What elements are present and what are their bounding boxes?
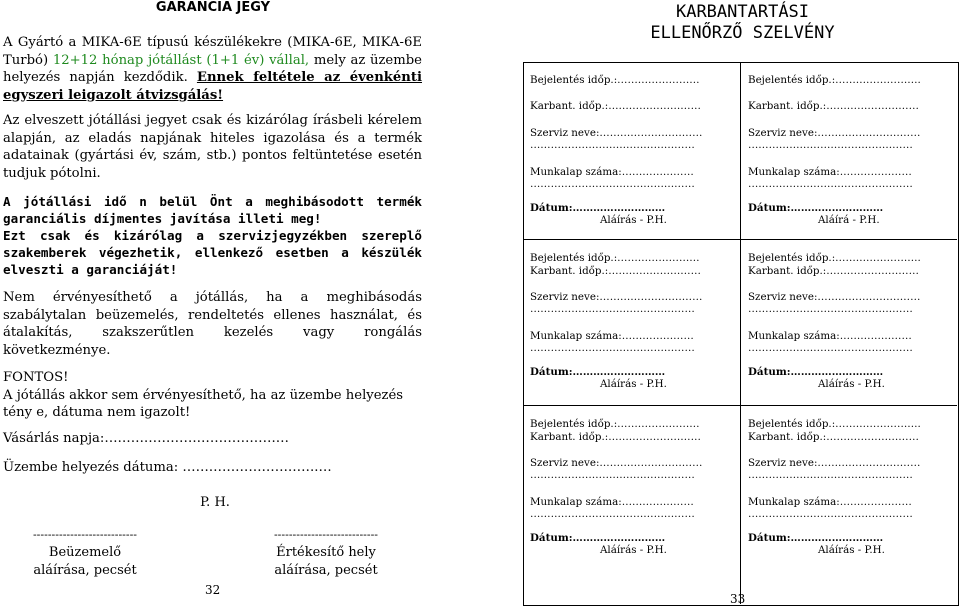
signature-field: Aláírás - P.H. bbox=[600, 214, 667, 226]
cell-field: Szerviz neve:………………………… bbox=[530, 291, 703, 303]
signature-label: Beüzemelő bbox=[48, 545, 122, 560]
cell-field: Munkalap száma:………………… bbox=[530, 496, 694, 508]
cell-field: Szerviz neve:………………………… bbox=[748, 127, 921, 139]
signature-line: ---------------------------- bbox=[273, 528, 379, 541]
cell-field: Karbant. időp.:……………………… bbox=[748, 431, 919, 443]
cell-field: Bejelentés időp.:……………………. bbox=[748, 252, 921, 264]
cell-field: Bejelentés időp.:…………………… bbox=[530, 252, 700, 264]
signature-field: Aláírás - P.H. bbox=[600, 378, 667, 390]
cell-field: ………………………………………… bbox=[530, 342, 695, 354]
warranty-paragraph-5 bbox=[3, 369, 422, 422]
cell-field: Szerviz neve:………………………… bbox=[748, 457, 921, 469]
p1-text-c: mely az üzembe helyezés napján kezdődik. bbox=[3, 52, 422, 85]
table-row-divider bbox=[523, 405, 957, 406]
cell-field: ………………………………………… bbox=[530, 178, 695, 190]
garancia-title: GARANCIA JEGY bbox=[155, 0, 271, 15]
cell-field: Szerviz neve:………………………… bbox=[530, 457, 703, 469]
cell-field: Munkalap száma:………………… bbox=[748, 330, 912, 342]
maintenance-title bbox=[525, 2, 960, 44]
signature-field: Aláírás - P.H. bbox=[818, 378, 885, 390]
signature-label: aláírása, pecsét bbox=[274, 563, 378, 578]
seller-signature bbox=[238, 526, 414, 580]
p5-fontos: FONTOS! bbox=[3, 370, 69, 385]
p3-text-a: A jótállási idő n belül Önt a meghibásodott termék garanciális díjmentes javítása illeti meg! bbox=[3, 194, 422, 226]
p1-text-a: A Gyártó a MIKA-6E típusú készülékekre (MIKA-6E, MIKA-6E Turbó) bbox=[3, 35, 422, 68]
cell-field: ………………………………………… bbox=[530, 469, 695, 481]
table-row-divider bbox=[523, 239, 957, 240]
signature-field: Aláírá - P.H. bbox=[818, 214, 880, 226]
cell-field: ………………………………………… bbox=[748, 508, 913, 520]
cell-field: ………………………………………… bbox=[748, 139, 913, 151]
cell-field: Munkalap száma:………………… bbox=[748, 496, 912, 508]
cell-field: Szerviz neve:………………………… bbox=[530, 127, 703, 139]
page-number-left: 32 bbox=[205, 583, 221, 597]
cell-field: Karbant. időp.:……………………… bbox=[530, 431, 701, 443]
cell-field: ………………………………………… bbox=[748, 303, 913, 315]
page-number-right: 33 bbox=[730, 592, 746, 606]
warranty-paragraph-4: Nem érvényesíthető a jótállás, ha a meghibásodás szabálytalan beüzemelés, rendeltetés ellenes használat, és átalakítás, szakszerűtlen kezelés vagy rongálás következménye. bbox=[3, 290, 422, 358]
warranty-paragraph-3 bbox=[3, 193, 422, 278]
signature-line: ---------------------------- bbox=[32, 528, 138, 541]
p5-text: A jótállás akkor sem érvényesíthető, ha az üzembe helyezés tény e, dátuma nem igazolt! bbox=[3, 387, 404, 420]
cell-field: ………………………………………… bbox=[530, 303, 695, 315]
signature-label: Értékesítő hely bbox=[276, 545, 376, 560]
cell-field: ………………………………………… bbox=[530, 139, 695, 151]
cell-field: Bejelentés időp.:…………………… bbox=[530, 74, 700, 86]
date-field: Dátum:……………………… bbox=[530, 366, 666, 378]
date-field: Dátum:……………………… bbox=[748, 202, 884, 214]
cell-field: ………………………………………… bbox=[748, 469, 913, 481]
date-field: Dátum:……………………… bbox=[748, 366, 884, 378]
cell-field: Bejelentés időp.:……………………. bbox=[748, 74, 921, 86]
cell-field: Szerviz neve:………………………… bbox=[748, 291, 921, 303]
warranty-paragraph-1 bbox=[3, 34, 422, 104]
title-line-2: ELLENŐRZŐ SZELVÉNY bbox=[650, 23, 835, 43]
signature-field: Aláírás - P.H. bbox=[818, 544, 885, 556]
date-field: Dátum:……………………… bbox=[530, 202, 666, 214]
table-divider bbox=[740, 62, 741, 604]
ph-label: P. H. bbox=[200, 495, 230, 510]
cell-field: ………………………………………… bbox=[748, 178, 913, 190]
date-field: Dátum:……………………… bbox=[748, 532, 884, 544]
p3-text-b: Ezt csak és kizárólag a szervizjegyzékben szereplő szakemberek végezhetik, ellenkező esetben a készülék elveszti a garanciáját! bbox=[3, 228, 422, 277]
cell-field: Munkalap száma:………………… bbox=[530, 330, 694, 342]
install-date: Üzembe helyezés dátuma: ………………………….… bbox=[3, 460, 332, 475]
purchase-date: Vásárlás napja:…………………………………… bbox=[3, 431, 289, 446]
cell-field: Munkalap száma:………………… bbox=[748, 166, 912, 178]
installer-signature bbox=[0, 526, 170, 580]
p1-condition: Ennek feltétele az évenkénti egyszeri leigazolt átvizsgálás! bbox=[3, 70, 422, 103]
signature-label: aláírása, pecsét bbox=[33, 563, 137, 578]
date-field: Dátum:……………………… bbox=[530, 532, 666, 544]
signature-field: Aláírás - P.H. bbox=[600, 544, 667, 556]
cell-field: Karbant. időp.:……………………… bbox=[748, 265, 919, 277]
warranty-paragraph-2: Az elveszett jótállási jegyet csak és kizárólag írásbeli kérelem alapján, az eladás napjának hiteles igazolása és a termék adatainak (gyártási év, szám, stb.) pontos feltüntetése esetén tudjuk pótolni. bbox=[3, 113, 422, 181]
cell-field: ………………………………………… bbox=[748, 342, 913, 354]
cell-field: Munkalap száma:………………… bbox=[530, 166, 694, 178]
cell-field: Bejelentés időp.:…………………… bbox=[530, 418, 700, 430]
cell-field: Karbant. időp.:……………………… bbox=[530, 100, 701, 112]
cell-field: Karbant. időp.:……………………… bbox=[748, 100, 919, 112]
cell-field: Karbant. időp.:……………………… bbox=[530, 265, 701, 277]
p1-text-green: 12+12 hónap jótállást (1+1 év) vállal, bbox=[52, 52, 310, 68]
cell-field: ………………………………………… bbox=[530, 508, 695, 520]
cell-field: Bejelentés időp.:……………………. bbox=[748, 418, 921, 430]
title-line-1: KARBANTARTÁSI bbox=[675, 2, 810, 22]
